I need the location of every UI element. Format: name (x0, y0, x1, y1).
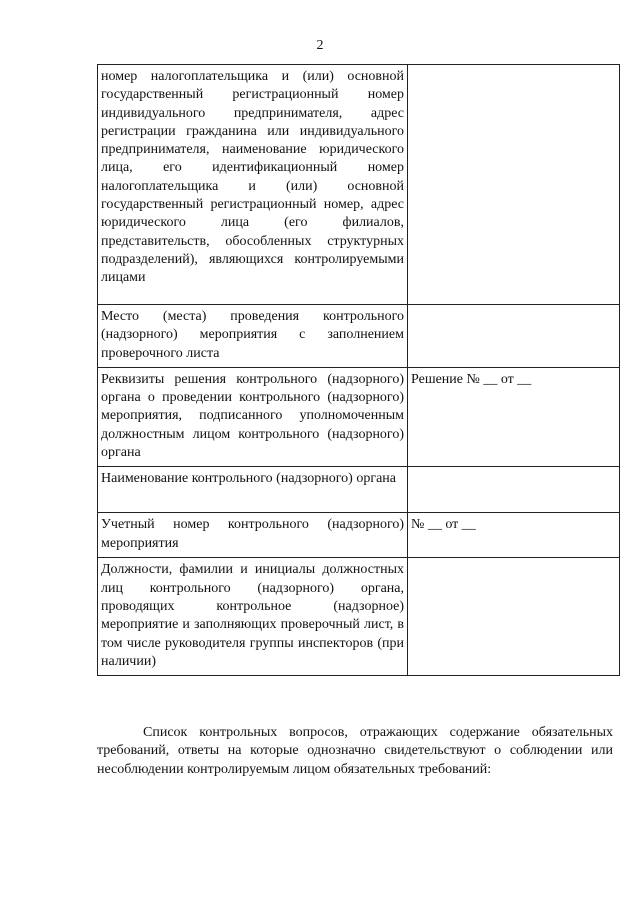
row-label: Место (места) проведения контрольного (надзорного) мероприятия с заполнением проверочного листа (98, 305, 408, 368)
row-label: Должности, фамилии и инициалы должностных лиц контрольного (надзорного) органа, проводящих контрольное (надзорное) мероприятие и заполняющих проверочный лист, в том числе руководителя группы инспекторов (при наличии) (98, 558, 408, 676)
row-label: номер налогоплательщика и (или) основной государственный регистрационный номер индивидуального предпринимателя, адрес регистрации гражданина или индивидуального предпринимателя, наименование юридического лица, его идентификационный номер налогоплательщика и (или) основной государственный регистрационный номер, адрес юридического лица (его филиалов, представительств, обособленных структурных подразделений), являющихся контролируемыми лицами (98, 65, 408, 305)
row-value (408, 305, 620, 368)
checklist-intro-paragraph: Список контрольных вопросов, отражающих содержание обязательных требований, ответы на которые однозначно свидетельствуют о соблюдении или несоблюдении контролируемым лицом обязательных требований: (97, 725, 613, 777)
row-value: Решение № __ от __ (408, 367, 620, 466)
row-label: Реквизиты решения контрольного (надзорного) органа о проведении контрольного (надзорного) мероприятия, подписанного уполномоченным должностным лицом контрольного (надзорного) органа (98, 367, 408, 466)
table-row (98, 367, 620, 466)
row-value (408, 558, 620, 676)
table-row (98, 65, 620, 305)
inspection-info-table (97, 64, 620, 676)
table-row (98, 513, 620, 558)
row-label: Учетный номер контрольного (надзорного) мероприятия (98, 513, 408, 558)
row-value (408, 467, 620, 513)
row-label: Наименование контрольного (надзорного) органа (98, 467, 408, 513)
row-value: № __ от __ (408, 513, 620, 558)
page-number: 2 (316, 38, 324, 53)
table-row (98, 305, 620, 368)
row-value (408, 65, 620, 305)
table-row (98, 467, 620, 513)
table-row (98, 558, 620, 676)
